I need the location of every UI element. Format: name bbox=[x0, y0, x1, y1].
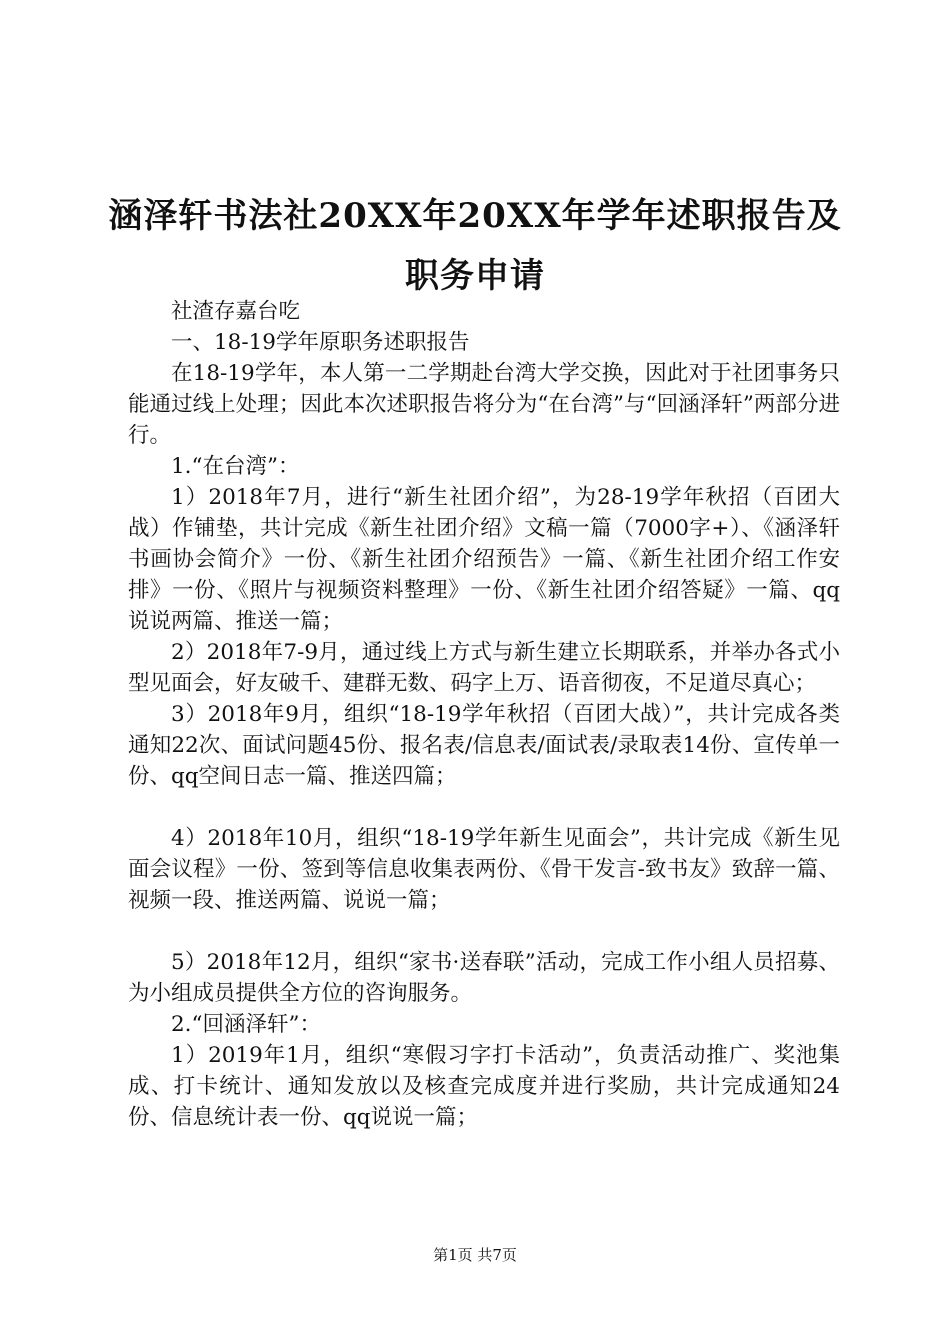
paragraph-item-5: 5）2018年12月，组织“家书·送春联”活动，完成工作小组人员招募、为小组成员提供全方位的咨询服务。 bbox=[128, 950, 840, 1006]
document-title-line-1: 涵泽轩书法社20XX年20XX年学年述职报告及 bbox=[108, 196, 842, 236]
page-number-footer: 第1页 共7页 bbox=[433, 1246, 517, 1264]
subheading-taiwan: 1.“在台湾”： bbox=[171, 454, 300, 479]
document-body bbox=[128, 296, 840, 1133]
paragraph-item-3: 3）2018年9月，组织“18-19学年秋招（百团大战）”，共计完成各类通知22次、面试问题45份、报名表/信息表/面试表/录取表14份、宣传单一份、qq空间日志一篇、推送四篇； bbox=[128, 702, 840, 789]
paragraph-intro: 在18-19学年，本人第一二学期赴台湾大学交换，因此对于社团事务只能通过线上处理；因此本次述职报告将分为“在台湾”与“回涵泽轩”两部分进行。 bbox=[128, 361, 840, 448]
paragraph-gap bbox=[128, 916, 840, 947]
section-heading-1: 一、18-19学年原职务述职报告 bbox=[171, 330, 470, 355]
subheading-return: 2.“回涵泽轩”： bbox=[171, 1012, 321, 1037]
paragraph-item-2: 2）2018年7-9月，通过线上方式与新生建立长期联系，并举办各式小型见面会，好友破千、建群无数、码字上万、语音彻夜，不足道尽真心； bbox=[128, 640, 840, 696]
paragraph-return-item-1: 1）2019年1月，组织“寒假习字打卡活动”，负责活动推广、奖池集成、打卡统计、通知发放以及核查完成度并进行奖励，共计完成通知24份、信息统计表一份、qq说说一篇； bbox=[128, 1043, 840, 1130]
paragraph-salutation: 社渣存嘉台吃 bbox=[171, 299, 301, 324]
document-title-line-2: 职务申请 bbox=[405, 256, 545, 296]
paragraph-item-4: 4）2018年10月，组织“18-19学年新生见面会”，共计完成《新生见面会议程》一份、签到等信息收集表两份、《骨干发言-致书友》致辞一篇、视频一段、推送两篇、说说一篇； bbox=[128, 826, 840, 913]
paragraph-gap bbox=[128, 792, 840, 823]
paragraph-item-1: 1）2018年7月，进行“新生社团介绍”，为28-19学年秋招（百团大战）作铺垫，共计完成《新生社团介绍》文稿一篇（7000字+）、《涵泽轩书画协会简介》一份、《新生社团介绍预告》一篇、《新生社团介绍工作安排》一份、《照片与视频资料整理》一份、《新生社团介绍答疑》一篇、qq说说两篇、推送一篇； bbox=[128, 485, 840, 634]
